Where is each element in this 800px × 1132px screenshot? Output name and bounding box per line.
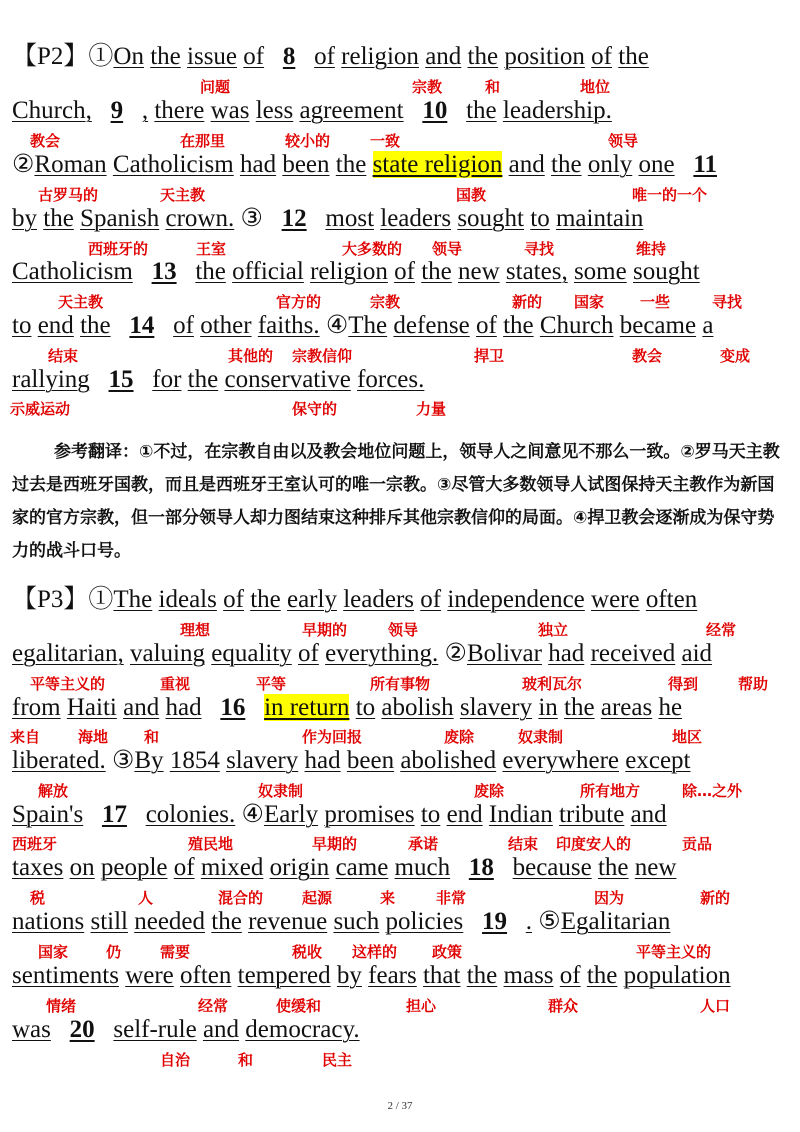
p3-gloss-3: 来自 海地 和 作为回报 废除 奴隶制 地区 — [10, 728, 703, 746]
p3-gloss-9: 自治 和 民主 — [160, 1051, 353, 1069]
p3-line-5: Spain's 17 colonies. ④Early promises to end Indian tribute and — [12, 801, 667, 828]
blank-12: 12 — [281, 205, 307, 232]
blank-16: 16 — [220, 694, 246, 721]
p3-line-3: from Haiti and had 16 in return to abolish slavery in the areas he — [12, 694, 683, 721]
blank-20: 20 — [69, 1016, 95, 1043]
blank-14: 14 — [129, 312, 155, 339]
p3-line-6: taxes on people of mixed origin came much 18 because the new — [12, 854, 677, 881]
p3-line-9: was 20 self-rule and democracy. — [12, 1016, 360, 1043]
p2-gloss-5: 天主教 官方的 宗教 新的 国家 一些 寻找 — [58, 293, 743, 311]
blank-19: 19 — [482, 908, 508, 935]
p2-line-1: 【P2】①On the issue of 8 of religion and the position of the — [12, 43, 649, 70]
p3-line-8: sentiments were often tempered by fears that the mass of the population — [12, 962, 731, 989]
p2-gloss-4: 西班牙的 王室 大多数的 领导 寻找 维持 — [88, 240, 667, 258]
p3-line-2: egalitarian, valuing equality of everything. ②Bolivar had received aid — [12, 640, 713, 667]
p3-label: 【P3】① — [12, 586, 114, 613]
highlight-in-return: in return — [264, 694, 350, 721]
p3-gloss-7: 国家 仍 需要 税收 这样的 政策 平等主义的 — [38, 943, 712, 961]
blank-15: 15 — [108, 366, 134, 393]
blank-8: 8 — [282, 43, 296, 70]
p3-gloss-6: 税 人 混合的 起源 来 非常 因为 新的 — [30, 889, 731, 907]
blank-9: 9 — [110, 97, 124, 124]
highlight-state-religion: state religion — [372, 151, 503, 178]
p2-line-7: rallying 15 for the conservative forces. — [12, 366, 425, 393]
p3-line-7: nations still needed the revenue such policies 19 . ⑤Egalitarian — [12, 908, 671, 935]
p2-line-4: by the Spanish crown. ③ 12 most leaders sought to maintain — [12, 205, 644, 232]
p2-gloss-7: 示威运动 保守的 力量 — [10, 400, 447, 418]
blank-10: 10 — [422, 97, 448, 124]
p3-line-4: liberated. ③By 1854 slavery had been abolished everywhere except — [12, 747, 691, 774]
p2-gloss-1: 问题 宗教 和 地位 — [200, 78, 611, 96]
p3-gloss-1: 理想 早期的 领导 独立 经常 — [180, 621, 737, 639]
blank-13: 13 — [151, 258, 177, 285]
blank-11: 11 — [693, 151, 717, 178]
translation-label: 参考翻译： — [54, 442, 139, 462]
p3-gloss-4: 解放 奴隶制 废除 所有地方 除…之外 — [38, 782, 743, 800]
p3-gloss-5: 西班牙 殖民地 早期的 承诺 结束 印度安人的 贡品 — [12, 835, 713, 853]
p2-line-6: to end the 14 of other faiths. ④The defense of the Church became a — [12, 312, 714, 339]
blank-17: 17 — [101, 801, 127, 828]
translation-text: ①不过，在宗教自由以及教会地位问题上，领导人之间意见不那么一致。②罗马天主教过去是西班牙国教，而且是西班牙王室认可的唯一宗教。③尽管大多数领导人试图保持天主教作为新国家的官方宗教，但一部分领导人却力图结束这种排斥其他宗教信仰的局面。④捍卫教会逐渐成为保守势力的战斗口号。 — [12, 442, 780, 561]
p2-line-2: Church, 9 , there was less agreement 10 the leadership. — [12, 97, 612, 124]
p3-gloss-8: 情绪 经常 使缓和 担心 群众 人口 — [46, 997, 731, 1015]
blank-18: 18 — [468, 854, 494, 881]
p3-line-1: 【P3】①The ideals of the early leaders of independence were often — [12, 586, 698, 613]
p2-gloss-3: 古罗马的 天主教 国教 唯一的一个 — [38, 186, 708, 204]
p2-gloss-2: 教会 在那里 较小的 一致 领导 — [30, 132, 639, 150]
p2-gloss-6: 结束 其他的 宗教信仰 捍卫 教会 变成 — [48, 347, 751, 365]
p2-line-5: Catholicism 13 the official religion of the new states, some sought — [12, 258, 700, 285]
p2-translation — [12, 436, 788, 568]
page-number: 2 / 37 — [387, 1100, 413, 1112]
p2-label: 【P2】① — [12, 43, 114, 70]
p2-line-3: ②Roman Catholicism had been the state religion and the only one 11 — [12, 151, 717, 178]
p3-gloss-2: 平等主义的 重视 平等 所有事物 玻利瓦尔 得到 帮助 — [30, 675, 769, 693]
